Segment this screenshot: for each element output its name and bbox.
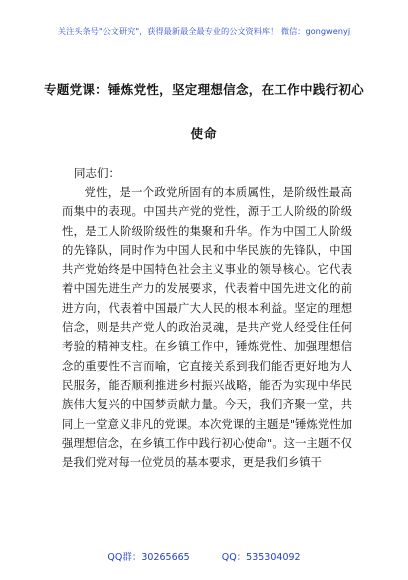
footer-contact: [0, 549, 408, 563]
document-title-line-1: 专题党课：锤炼党性，坚定理想信念，在工作中践行初心: [43, 82, 364, 97]
footer-qq: QQ：535304092: [221, 552, 301, 563]
document-title-line-2: 使命: [190, 126, 218, 141]
footer-qq-group: QQ群：30265665: [107, 552, 190, 563]
body-paragraph: 党性，是一个政党所固有的本质属性，是阶级性最高而集中的表现。中国共产党的党性，源于工人阶级的阶级性，是工人阶级阶级性的集聚和升华。作为中国工人阶级的先锋队，同时作为中国人民和中华民族的先锋队，中国共产党始终是中国特色社会主义事业的领导核心。它代表着中国先进生产力的发展要求，代表着中国先进文化的前进方向，代表着中国最广大人民的根本利益。坚定的理想信念，则是共产党人的政治灵魂，是共产党人经受住任何考验的精神支柱。在乡镇工作中，锤炼党性、加强理想信念的重要性不言而喻，它直接关系到我们能否更好地为人民服务，能否顺利推进乡村振兴战略，能否为实现中华民族伟大复兴的中国梦贡献力量。今天，我们齐聚一堂，共同上一堂意义非凡的党课。本次党课的主题是"锤炼党性加强理想信念，在乡镇工作中践行初心使命"。这一主题不仅是我们党对每一位党员的基本要求，更是我们乡镇干: [62, 186, 352, 470]
greeting: 同志们：: [74, 166, 120, 180]
header-note: 关注头条号"公文研究"，获得最新最全最专业的公文资料库！ 微信：gongwenyj: [57, 26, 351, 36]
